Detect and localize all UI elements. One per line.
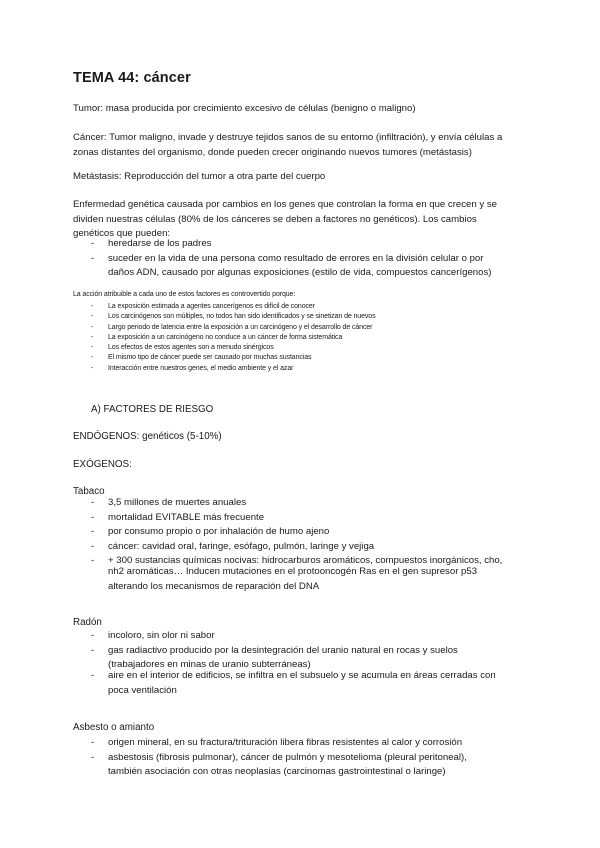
controversy-list bbox=[73, 302, 543, 374]
list-item: - por consumo propio o por inhalación de humo ajeno bbox=[73, 525, 543, 540]
metastasis-definition: Metástasis: Reproducción del tumor a otra parte del cuerpo bbox=[73, 171, 326, 182]
cancer-definition-line-2: zonas distantes del organismo, donde pueden crecer originando nuevos tumores (metástasis) bbox=[73, 146, 472, 158]
endogenos-heading: ENDÓGENOS: genéticos (5-10%) bbox=[73, 431, 222, 442]
genetic-intro-line-3: genéticos que pueden: bbox=[73, 228, 171, 240]
asbesto-list bbox=[73, 736, 543, 765]
tabaco-continuation-1: nh2 aromáticas… Inducen mutaciones en el protooncogén Ras en el gen supresor p53 bbox=[108, 566, 478, 577]
list-item: - incoloro, sin olor ni sabor bbox=[73, 629, 543, 644]
tabaco-heading: Tabaco bbox=[73, 486, 105, 497]
list-item: - Interacción entre nuestros genes, el medio ambiente y el azar bbox=[73, 364, 543, 374]
radon-continuation-1: (trabajadores en minas de uranio subterráneas) bbox=[108, 659, 311, 670]
list-item: - + 300 sustancias químicas nocivas: hidrocarburos aromáticos, compuestos inorgánicos, cho, bbox=[73, 554, 543, 569]
list-item: - 3,5 millones de muertes anuales bbox=[73, 496, 543, 511]
tabaco-list bbox=[73, 496, 543, 569]
list-item: - heredarse de los padres bbox=[73, 237, 543, 252]
list-item: - La exposición estimada a agentes cancerígenos es difícil de conocer bbox=[73, 302, 543, 312]
list-item: - El mismo tipo de cáncer puede ser causado por muchas sustancias bbox=[73, 353, 543, 363]
radon-heading: Radón bbox=[73, 617, 102, 628]
list-item: - Los efectos de estos agentes son a menudo sinérgicos bbox=[73, 343, 543, 353]
list-item: - Largo periodo de latencia entre la exposición a un carcinógeno y el desarrollo de cáncer bbox=[73, 323, 543, 333]
radon-list-2 bbox=[73, 669, 543, 684]
genetic-item-continuation: daños ADN, causado por algunas exposiciones (estilo de vida, compuestos cancerígenos) bbox=[108, 267, 492, 278]
list-item: - gas radiactivo producido por la desintegración del uranio natural en rocas y suelos bbox=[73, 644, 543, 659]
genetic-list bbox=[73, 237, 543, 252]
list-item: - Los carcinógenos son múltiples, no todos han sido identificados y se sinetizan de nuevos bbox=[73, 312, 543, 322]
radon-list bbox=[73, 629, 543, 658]
list-item: - asbestosis (fibrosis pulmonar), cáncer de pulmón y mesotelioma (pleural peritoneal), bbox=[73, 751, 543, 766]
tabaco-continuation-2: alterando los mecanismos de reparación del DNA bbox=[108, 580, 320, 592]
list-item: - origen mineral, en su fractura/trituración libera fibras resistentes al calor y corrosión bbox=[73, 736, 543, 751]
asbesto-heading: Asbesto o amianto bbox=[73, 722, 155, 733]
cancer-definition-line-1: Cáncer: Tumor maligno, invade y destruye tejidos sanos de su entorno (infiltración), y envía células a bbox=[73, 132, 503, 143]
list-item: - aire en el interior de edificios, se infiltra en el subsuelo y se acumula en áreas cerradas con bbox=[73, 669, 543, 684]
list-item: - mortalidad EVITABLE más frecuente bbox=[73, 511, 543, 526]
genetic-list-2 bbox=[73, 252, 543, 267]
genetic-intro-line-2: dividen nuestras células (80% de los cánceres se deben a factores no genéticos). Los cambios bbox=[73, 213, 477, 225]
radon-continuation-2: poca ventilación bbox=[108, 684, 177, 696]
exogenos-heading: EXÓGENOS: bbox=[73, 459, 132, 470]
genetic-intro-line-1: Enfermedad genética causada por cambios en los genes que controlan la forma en que crecen y se bbox=[73, 199, 497, 210]
list-item: - La exposición a un carcinógeno no conduce a un cáncer de forma sistemática bbox=[73, 333, 543, 343]
page-title: TEMA 44: cáncer bbox=[73, 70, 191, 86]
tumor-definition: Tumor: masa producida por crecimiento excesivo de células (benigno o maligno) bbox=[73, 103, 416, 114]
list-item: - cáncer: cavidad oral, faringe, esófago, pulmón, laringe y vejiga bbox=[73, 540, 543, 555]
list-item: - suceder en la vida de una persona como resultado de errores en la división celular o por bbox=[73, 252, 543, 267]
controversy-intro: La acción atribuible a cada uno de estos factores es controvertido porque: bbox=[73, 291, 296, 298]
asbesto-continuation: también asociación con otras neoplasias (carcinomas gastrointestinal o laringe) bbox=[108, 766, 446, 777]
section-a-heading: A) FACTORES DE RIESGO bbox=[91, 404, 214, 415]
